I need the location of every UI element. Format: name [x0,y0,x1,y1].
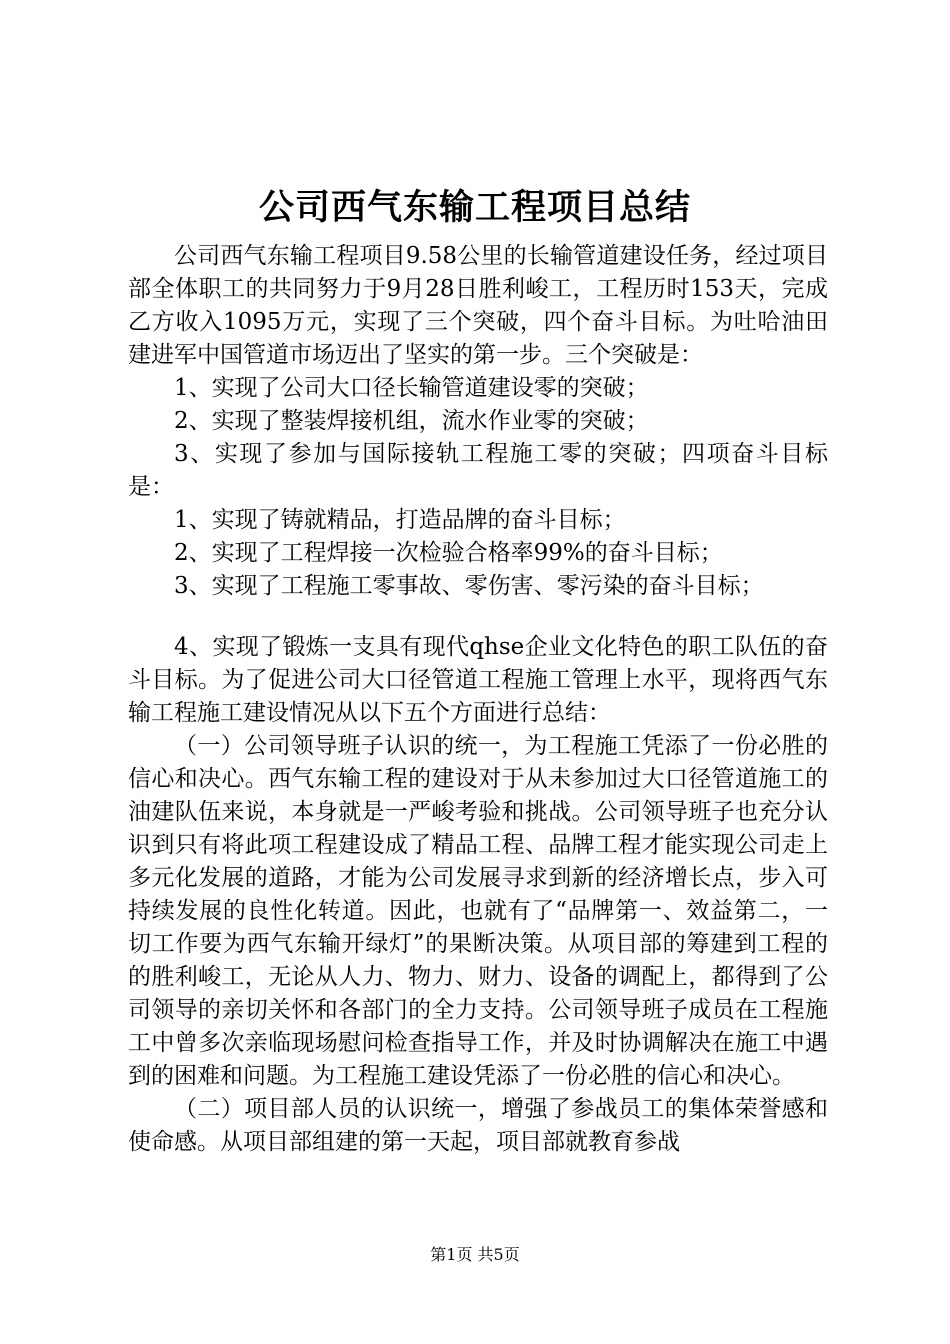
paragraph-section-2: （二）项目部人员的认识统一，增强了参战员工的集体荣誉感和使命感。从项目部组建的第一天起，项目部就教育参战 [128,1096,828,1155]
list-item-breakthrough-2: 2、实现了整装焊接机组，流水作业零的突破； [174,408,649,434]
paragraph-intro: 公司西气东输工程项目9.58公里的长输管道建设任务，经过项目部全体职工的共同努力于9月28日胜利峻工，工程历时153天，完成乙方收入1095万元，实现了三个突破，四个奋斗目标。为吐哈油田建进军中国管道市场迈出了坚实的第一步。三个突破是： [128,243,828,368]
list-item-goal-2: 2、实现了工程焊接一次检验合格率99%的奋斗目标； [174,540,723,566]
paragraph-section-1: （一）公司领导班子认识的统一，为工程施工凭添了一份必胜的信心和决心。西气东输工程的建设对于从未参加过大口径管道施工的油建队伍来说，本身就是一严峻考验和挑战。公司领导班子也充分认识到只有将此项工程建设成了精品工程、品牌工程才能实现公司走上多元化发展的道路，才能为公司发展寻求到新的经济增长点，步入可持续发展的良性化转道。因此，也就有了“品牌第一、效益第二，一切工作要为西气东输开绿灯”的果断决策。从项目部的筹建到工程的的胜利峻工，无论从人力、物力、财力、设备的调配上，都得到了公司领导的亲切关怀和各部门的全力支持。公司领导班子成员在工程施工中曾多次亲临现场慰问检查指导工作，并及时协调解决在施工中遇到的困难和问题。为工程施工建设凭添了一份必胜的信心和决心。 [128,733,828,1089]
document-title: 公司西气东输工程项目总结 [258,187,691,228]
document-body [128,240,828,1159]
list-item-breakthrough-1: 1、实现了公司大口径长输管道建设零的突破； [174,375,649,401]
list-item-goal-4: 4、实现了锻炼一支具有现代qhse企业文化特色的职工队伍的奋斗目标。为了促进公司大口径管道工程施工管理上水平，现将西气东输工程施工建设情况从以下五个方面进行总结： [128,634,828,726]
list-item-breakthrough-3: 3、实现了参加与国际接轨工程施工零的突破；四项奋斗目标是： [128,441,828,500]
page-footer: 第1页 共5页 [430,1245,520,1264]
list-item-goal-3: 3、实现了工程施工零事故、零伤害、零污染的奋斗目标； [174,573,764,599]
list-item-goal-1: 1、实现了铸就精品，打造品牌的奋斗目标； [174,507,626,533]
